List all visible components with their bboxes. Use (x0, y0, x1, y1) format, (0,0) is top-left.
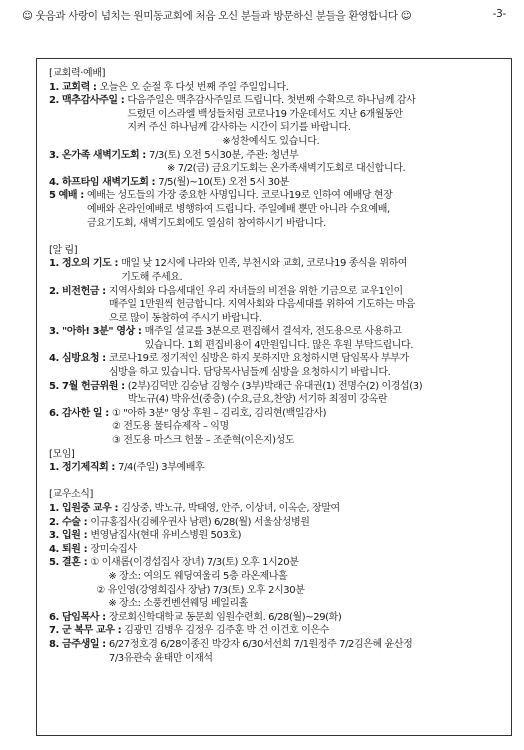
item-number: 1. (49, 258, 63, 270)
bulletin-content (49, 67, 505, 665)
item-text: 드렸던 이스라엘 백성들처럼 코로나19 가운데서도 지난 6개월동안 (127, 108, 403, 120)
item-text: 변영남집사(현대 유비스병원 503호) (90, 530, 242, 542)
section-title: [모임] (49, 448, 75, 460)
list-item (49, 325, 505, 352)
list-item (49, 638, 505, 665)
item-text: ② 전도용 물티슈제작 – 익명 (111, 421, 229, 433)
item-number: 3. (49, 530, 63, 542)
list-item (49, 285, 505, 326)
section-members (49, 488, 505, 665)
item-number: 1. (49, 503, 63, 514)
list-item (49, 556, 505, 610)
item-note: ※ 장소: 소풍컨벤션웨딩 베일리홀 (108, 598, 249, 610)
item-label: 금주생일 : (62, 638, 109, 650)
item-label: 입원 : (62, 530, 91, 542)
item-label: 감사한 일 : (62, 407, 112, 419)
item-number: 1. (49, 81, 63, 93)
item-text: 지켜 주신 하나님께 감사하는 시간이 되기를 바랍니다. (127, 122, 351, 134)
list-item (49, 189, 505, 230)
item-text: 매일 낮 12시에 나라와 민족, 부천시와 교회, 코로나19 종식을 위하여 (121, 258, 408, 270)
item-number: 6. (49, 407, 63, 419)
item-number: 3. (49, 326, 63, 338)
item-text: 다음주일은 맥추감사주일로 드립니다. 첫번째 수확으로 하나님께 감사 (127, 95, 416, 107)
item-number: 7. (49, 625, 63, 637)
section-title: [알 림] (49, 244, 78, 256)
section-title: [교회력·예배] (49, 68, 106, 79)
item-text: 김광민 김병우 김정우 김주훈 박 건 이건호 이은수 (124, 625, 329, 637)
item-label: 결혼 : (62, 557, 91, 569)
item-number: 4. (49, 543, 63, 555)
item-label: 7월 헌금위원 : (62, 380, 128, 392)
item-number: 2. (49, 95, 63, 107)
item-text: 이규홍집사(김혜우권사 남편) 6/28(월) 서울삼성병원 (90, 516, 310, 528)
item-text: 기도해 주세요. (121, 271, 183, 283)
item-number: 2. (49, 516, 63, 528)
item-note: ※ 장소: 여의도 웨딩여울리 5층 라온제나홀 (108, 570, 288, 582)
item-text: 박노규(4) 박유선(중층) (수요,금요,찬양) 서기하 최점미 강옥란 (127, 394, 388, 406)
item-label: 담임목사 : (62, 611, 109, 623)
item-text: 예배는 성도들의 가장 중요한 사명입니다. 코로나19로 인하여 예배당 현장 (86, 190, 393, 202)
item-text: 장로회신학대학교 동문회 임원수련회. 6/28(월)~29(화) (108, 611, 342, 623)
item-number: 5 (49, 190, 59, 202)
list-item (49, 94, 505, 148)
list-item (49, 352, 505, 379)
item-number: 4. (49, 353, 63, 365)
item-text: 김상중, 박노규, 박태영, 안주, 이상녀, 이옥순, 장말여 (121, 503, 340, 514)
item-text: 7/3유관숙 윤태만 이재석 (108, 652, 213, 664)
list-item (49, 407, 505, 448)
item-text: 금요기도회, 새벽기도회에도 열심히 참여하시기 바랍니다. (86, 217, 326, 229)
item-note: ※성찬예식도 있습니다. (222, 135, 320, 147)
item-label: "아하! 3분" 영상 : (62, 326, 145, 338)
item-text: 매주일 1만원씩 헌금합니다. 지역사회와 다음세대를 위하여 기도하는 마음 (108, 299, 415, 311)
list-item (49, 257, 505, 284)
item-text: ③ 전도용 마스크 헌물 – 조준혁(이은지)성도 (111, 435, 295, 447)
item-label: 비전헌금 : (62, 285, 109, 297)
item-label: 수술 : (62, 516, 91, 528)
item-number: 3. (49, 149, 63, 161)
item-label: 퇴원 : (62, 543, 91, 555)
section-meeting (49, 448, 505, 475)
item-text: 코로나19로 정기적인 심방은 하지 못하지만 요청하시면 담임목사 부부가 (108, 353, 409, 365)
item-text: 7/4(주일) 3부예배후 (118, 462, 205, 474)
page-number: -3- (492, 8, 506, 20)
item-text: 장미숙집사 (90, 543, 137, 555)
list-item (49, 516, 505, 530)
item-text: 매주일 설교를 3분으로 편집해서 결석자, 전도용으로 사용하고 (144, 326, 402, 338)
item-note: ※ 7/2(금) 금요기도회는 온가족새벽기도회로 대신합니다. (167, 163, 406, 175)
item-text: 있습니다. 1회 편집비용이 4만원입니다. 많은 후원 부탁드립니다. (144, 339, 414, 351)
item-text: ② 유인영(강영희집사 장남) 7/3(토) 오후 2시30분 (96, 584, 305, 596)
list-item (49, 81, 505, 95)
item-text: 7/3(토) 오전 5시30분, 주관: 청년부 (148, 149, 299, 161)
item-text: 오늘은 오 순절 후 다섯 번째 주일 주일입니다. (99, 81, 289, 93)
item-text: ① 이새롬(이경섭집사 장녀) 7/3(토) 오후 1시20분 (90, 557, 299, 569)
item-label: 입원중 교우 : (62, 503, 122, 514)
item-label: 심방요청 : (62, 353, 109, 365)
item-label: 맥추감사주일 : (62, 95, 128, 107)
item-number: 8. (49, 638, 63, 650)
item-text: 6/27정호경 6/28이종진 박강자 6/30서선희 7/1원정주 7/2김은혜 윤산정 (108, 638, 413, 650)
item-label: 정기제직회 : (62, 462, 119, 474)
item-text: (2부)김덕만 김승남 김형수 (3부)박래근 유대권(1) 전명수(2) 이경섭(3) (127, 380, 423, 392)
item-text: 지역사회와 다음세대인 우리 자녀들의 비전을 위한 기금으로 교우1인이 (108, 285, 403, 297)
item-text: 심방을 하고 있습니다. 담당목사님들께 심방을 요청하시기 바랍니다. (108, 367, 391, 379)
bulletin-box (36, 58, 512, 736)
section-church (49, 67, 505, 230)
item-number: 5. (49, 380, 63, 392)
list-item (49, 380, 505, 407)
item-text: 으로 많이 동참하여 주시기 바랍니다. (108, 312, 262, 324)
item-number: 2. (49, 285, 63, 297)
list-item (49, 529, 505, 543)
list-item (49, 502, 505, 516)
list-item (49, 624, 505, 638)
welcome-message: ☺ 웃음과 사랑이 넘치는 원미동교회에 처음 오신 분들과 방문하신 분들을 환영합니다 ☺ (22, 10, 412, 22)
item-label: 군 복무 교우 : (62, 625, 125, 637)
item-label: 온가족 새벽기도회 : (62, 149, 149, 161)
item-text: 7/5(월)~10(토) 오전 5시 30분 (158, 176, 289, 188)
list-item (49, 611, 505, 625)
list-item (49, 149, 505, 163)
item-number: 5. (49, 557, 63, 569)
item-number: 6. (49, 611, 63, 623)
item-number: 1. (49, 462, 63, 474)
list-item (49, 543, 505, 557)
item-label: 예배 : (58, 190, 87, 202)
list-item (49, 461, 505, 475)
item-text: ① "아하 3분" 영상 후원 – 김리호, 김리현(백일감사) (111, 407, 327, 419)
item-text: 예배와 온라인예배로 병행하여 드립니다. 주일예배 뿐만 아니라 수요예배, (86, 203, 390, 215)
item-label: 교회력 : (62, 81, 100, 93)
section-notice (49, 244, 505, 448)
item-number: 4. (49, 176, 63, 188)
item-label: 정오의 기도 : (62, 258, 122, 270)
section-title: [교우소식] (49, 489, 94, 501)
item-label: 하프타임 새벽기도회 : (62, 176, 159, 188)
list-item (49, 176, 505, 190)
